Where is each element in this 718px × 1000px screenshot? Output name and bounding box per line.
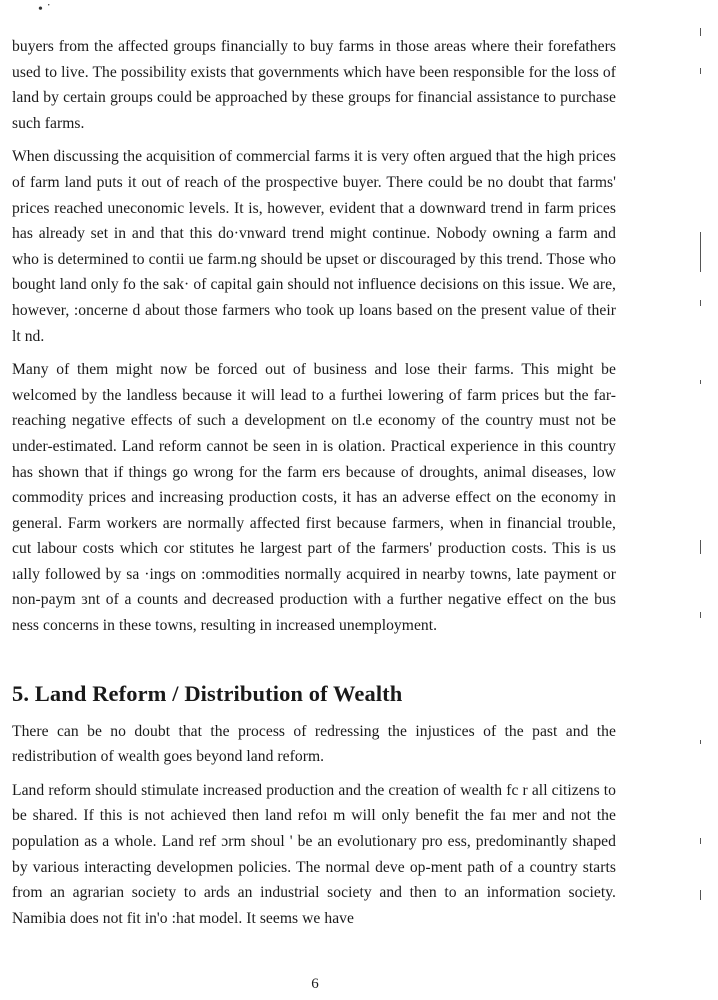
scan-speck: [700, 890, 701, 900]
scan-mark: • ˙: [38, 2, 52, 17]
section-heading: 5. Land Reform / Distribution of Wealth: [12, 680, 403, 706]
scan-speck: [700, 232, 701, 272]
scan-edge-artifacts: [700, 0, 708, 1000]
scan-speck: [700, 740, 701, 744]
paragraph-buyers-financing: buyers from the affected groups financially to buy farms in those areas where their forefathers used to live. The possibility exists that governments which have been responsible for the loss of land by certain groups could be approached by these groups for financial assistance to purchase such farms.: [12, 38, 616, 132]
scan-speck: [700, 540, 701, 554]
page-body: [12, 34, 616, 931]
scan-speck: [700, 838, 701, 844]
scan-speck: [700, 380, 701, 384]
scan-speck: [700, 612, 701, 618]
paragraph-farm-prices: When discussing the acquisition of commercial farms it is very often argued that the high prices of farm land puts it out of reach of the prospective buyer. There could be no doubt that farms' prices reached uneconomic levels. It is, however, evident that a downward trend in farm prices has already set in and that this do·vnward trend might continue. Nobody owning a farm and who is determined to contii ue farm.ng should be upset or discouraged by this trend. Those who bought land only fo the sak· of capital gain should not influence decisions on this issue. We are, however, :oncerne d about those farmers who took up loans based on the present value of their lt nd.: [12, 148, 616, 345]
scan-speck: [700, 28, 701, 36]
paragraph-redressing-injustices: There can be no doubt that the process of redressing the injustices of the past and the redistribution of wealth goes beyond land reform.: [12, 722, 616, 766]
scan-speck: [700, 68, 701, 74]
page-number: 6: [311, 976, 319, 992]
scan-speck: [700, 300, 701, 306]
paragraph-land-reform-production: Land reform should stimulate increased production and the creation of wealth fc r all citizens to be shared. If this is not achieved then land refoı m will only benefit the faı mer and not the population as a whole. Land ref ɔrm shoul ' be an evolutionary pro ess, predominantly shaped by various interacting developmen policies. The normal deve op-ment path of a country starts from an agrarian society to ards an industrial society and then to an information society. Namibia does not fit in'o :hat model. It seems we have: [12, 781, 616, 927]
paragraph-economic-effects: Many of them might now be forced out of business and lose their farms. This might be welcomed by the landless because it will lead to a furthei lowering of farm prices but the far-reaching negative effects of such a development on tl.e economy of the country must not be under-estimated. Land reform cannot be seen in is olation. Practical experience in this country has shown that if things go wrong for the farm ers because of droughts, animal diseases, low commodity prices and increasing production costs, it has an adverse effect on the economy in general. Farm workers are normally affected first because farmers, when in financial trouble, cut labour costs which cor stitutes he largest part of the farmers' production costs. This is us ıally followed by sa ·ings on :ommodities normally acquired in nearby towns, late payment or non-paym ɜnt of a counts and decreased production with a further negative effect on the bus ness concerns in these towns, resulting in increased unemployment.: [12, 361, 616, 635]
